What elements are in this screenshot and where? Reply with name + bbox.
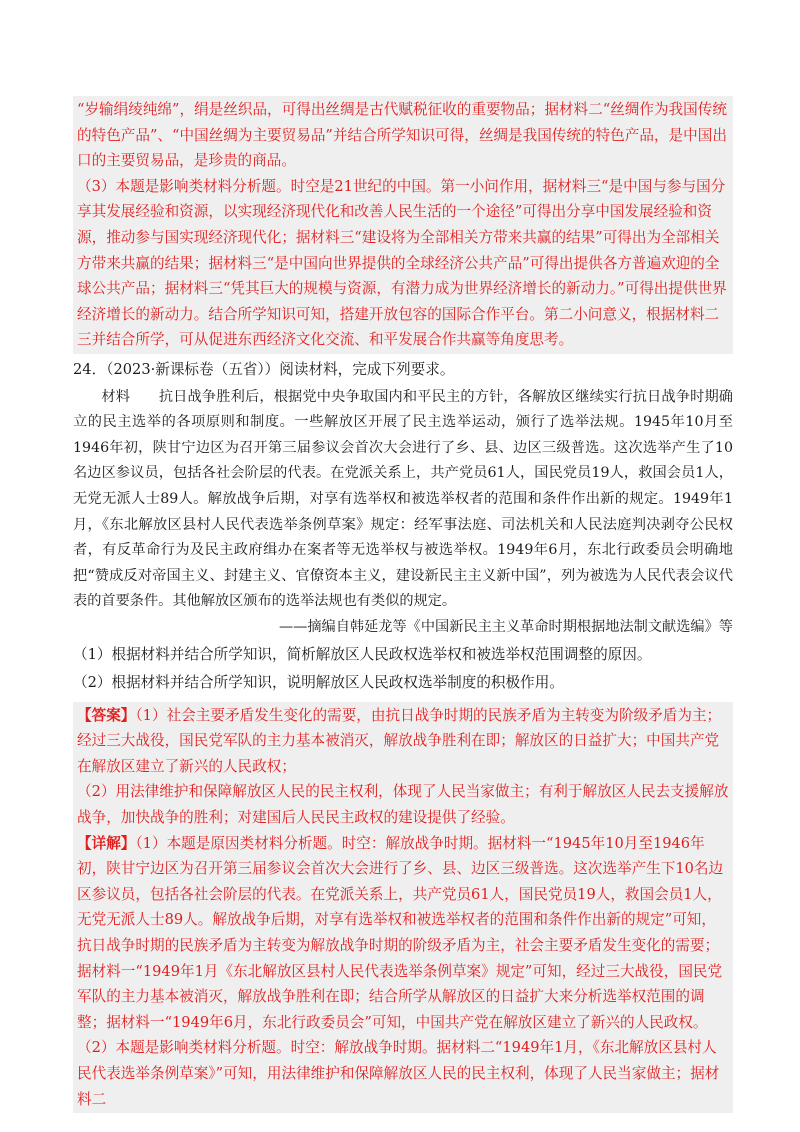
- prev-answer-detail-block: [73, 96, 733, 354]
- detail-1: [77, 831, 729, 1036]
- material-source: ——摘编自韩延龙等《中国新民主主义革命时期根据地法制文献选编》等: [278, 618, 733, 635]
- sub-question-1: （1）根据材料并结合所学知识，简析解放区人民政权选举权和被选举权范围调整的原因。: [73, 646, 652, 664]
- detail-1-text: （1）本题是原因类材料分析题。时空：解放战争时期。据材料一“1945年10月至1946年初，陕甘宁边区为召开第三届参议会首次大会进行了乡、县、边区三级普选。这次选举产生下10名边区参议员，包括各社会阶层的代表。在党派关系上，共产党员61人，国民党员19人，救国会员1人，无党无派人士89人。解放战争后期，对享有选举权和被选举权者的范围和条件作出新的规定”可知，抗日战争时期的民族矛盾为主转变为解放战争时期的阶级矛盾为主，社会主要矛盾发生变化的需要；据材料一“1949年1月《东北解放区县村人民代表选举条例草案》规定”可知，经过三大战役，国民党军队的主力基本被消灭，解放战争胜利在即；结合所学从解放区的日益扩大来分析选举权范围的调整；据材料一“1949年6月，东北行政委员会”可知，中国共产党在解放区建立了新兴的人民政权。: [77, 834, 724, 1031]
- detail-paragraph-silk: “岁输绢绫纯绵”，绢是丝织品，可得出丝绸是古代赋税征收的重要物品；据材料二“丝绸作为我国传统的特色产品”、“中国丝绸为主要贸易品”并结合所学知识可得，丝绸是我国传统的特色产品，是中国出口的主要贸易品，是珍贵的商品。: [77, 101, 727, 170]
- detail-paragraph-part3: （3）本题是影响类材料分析题。时空是21世纪的中国。第一小问作用，据材料三“是中国与参与国分享其发展经验和资源，以实现经济现代化和改善人民生活的一个途径”可得出分享中国发展经验和资源，推动参与国实现经济现代化；据材料三“建设将为全部相关方带来共赢的结果”可得出为全部相关方带来共赢的结果；据材料三“是中国向世界提供的全球经济公共产品”可得出提供各方普遍欢迎的全球公共产品；据材料三“凭其巨大的规模与资源，有潜力成为世界经济增长的新动力。”可得出提供世界经济增长的新动力。结合所学知识可知，搭建开放包容的国际合作平台。第二小问意义，根据材料二三并结合所学，可从促进东西经济文化交流、和平发展合作共赢等角度思考。: [77, 177, 727, 349]
- answer-1: [77, 703, 729, 780]
- detail-2: （2）本题是影响类材料分析题。时空：解放战争时期。据材料二“1949年1月，《东北解放区县村人民代表选举条例草案》”可知，用法律维护和保障解放区人民的民主权利，体现了人民当家做主；据材料二: [77, 1039, 720, 1108]
- sub-question-2: （2）根据材料并结合所学知识，说明解放区人民政权选举制度的积极作用。: [73, 674, 564, 692]
- answer-1-text: （1）社会主要矛盾发生变化的需要，由抗日战争时期的民族矛盾为主转变为阶级矛盾为主；经过三大战役，国民党军队的主力基本被消灭，解放战争胜利在即；解放区的日益扩大；中国共产党在解放区建立了新兴的人民政权；: [77, 706, 722, 775]
- answer-tag: 【答案】: [77, 706, 136, 724]
- detail-tag: 【详解】: [77, 834, 136, 852]
- answer-block: [73, 702, 733, 1114]
- page-content: [73, 96, 733, 1113]
- question-24-material: 材料 抗日战争胜利后，根据党中央争取国内和平民主的方针，各解放区继续实行抗日战争时期确立的民主选举的各项原则和制度。一些解放区开展了民主选举运动，颁行了选举法规。1945年10月至1946年初，陕甘宁边区为召开第三届参议会首次大会进行了乡、县、边区三级普选。这次选举产生了10名边区参议员，包括各社会阶层的代表。在党派关系上，共产党员61人，国民党员19人，救国会员1人，无党无派人士89人。解放战争后期，对享有选举权和被选举权者的范围和条件作出新的规定。1949年1月，《东北解放区县村人民代表选举条例草案》规定：经军事法庭、司法机关和人民法庭判决剥夺公民权者，有反革命行为及民主政府缉办在案者等无选举权与被选举权。1949年6月，东北行政委员会明确地把“赞成反对帝国主义、封建主义、官僚资本主义，建设新民主主义新中国”，列为被选为人民代表会议代表的首要条件。其他解放区颁布的选举法规也有类似的规定。: [73, 388, 733, 610]
- question-24-header: 24．（2023·新课标卷（五省））阅读材料，完成下列要求。: [73, 360, 455, 378]
- answer-2: （2）用法律维护和保障解放区人民的民主权利，体现了人民当家做主；有利于解放区人民去支援解放战争，加快战争的胜利；对建国后人民民主政权的建设提供了经验。: [77, 783, 729, 827]
